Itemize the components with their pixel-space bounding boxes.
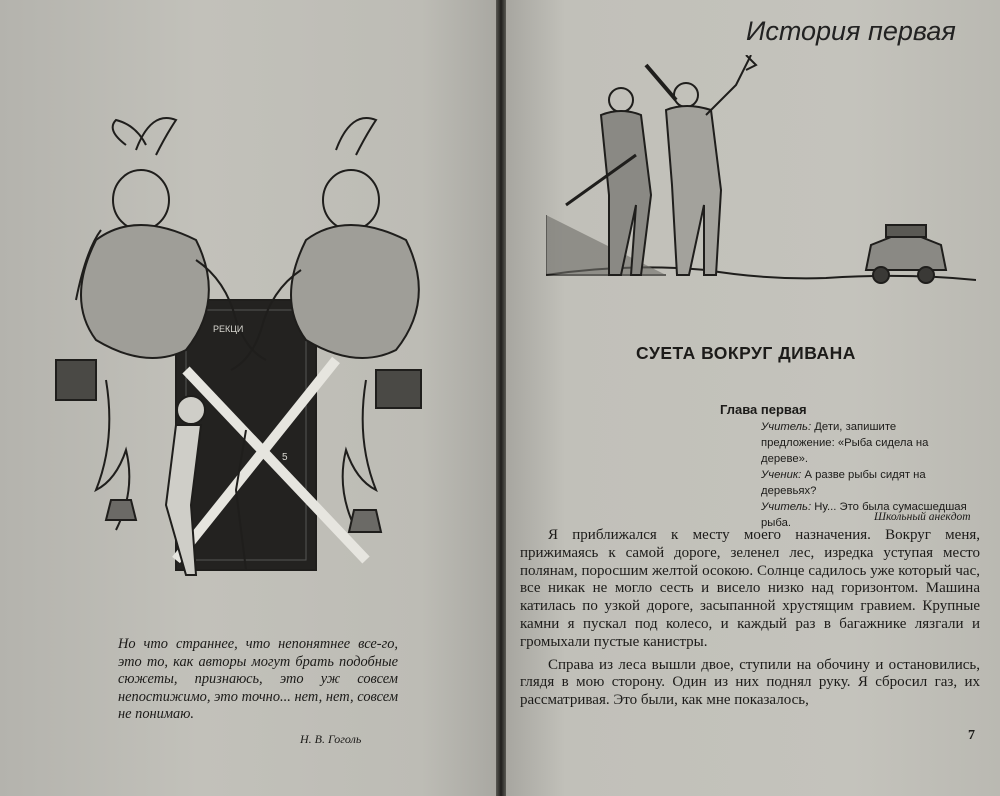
chapter-title: СУЕТА ВОКРУГ ДИВАНА [636, 343, 856, 363]
door-sign: РЕКЦИ [213, 324, 244, 334]
anecdote-text: Дети, запишите предложение: «Рыба сидела на дереве». [761, 421, 929, 465]
epigraph-text: Но что страннее, что непонятнее все-го, это то, как авторы могут брать подобные сюжеты, признаюсь, это уж совсем непостижимо, это точно... нет, нет, совсем не понимаю. [118, 636, 398, 723]
paragraph: Справа из леса вышли двое, ступили на обочину и остановились, глядя в мою сторону. Один из них поднял руку. Я сбросил газ, их рассматривая. Это были, как мне показалось, [520, 656, 980, 709]
epigraph-author: Н. В. Гоголь [300, 732, 362, 746]
left-page [0, 0, 496, 796]
anecdote-text: Ну... Это была сумасшедшая рыба. [761, 501, 967, 529]
right-page [506, 0, 1000, 796]
genies-illustration [36, 110, 446, 590]
page-number: 7 [968, 728, 975, 743]
anecdote-source: Школьный анекдот [874, 511, 971, 523]
epigraph [118, 636, 398, 724]
book-gutter [496, 0, 506, 796]
running-head: История первая [746, 16, 956, 46]
anecdote-speaker: Учитель: [761, 501, 812, 513]
bottle-label: 5 [282, 452, 288, 463]
paragraph: Я приближался к месту моего назначения. Вокруг меня, прижимаясь к самой дороге, зеленел лес, изредка уступая место полянам, поросшим желтой осокою. Солнце садилось уже который час, все никак не могло сесть и висело низко над горизонтом. Машина катилась по узкой дороге, засыпанной хрустящим гравием. Крупные камни я пускал под колесо, и каждый раз в багажнике лязгали и громыхали пустые канистры. [520, 527, 980, 650]
anecdote-speaker: Ученик: [761, 469, 802, 481]
anecdote-speaker: Учитель: [761, 421, 812, 433]
chapter-heading: Глава первая [720, 402, 807, 417]
travelers-illustration [546, 55, 976, 310]
anecdote-text: А разве рыбы сидят на деревьях? [761, 469, 926, 497]
anecdote-line [761, 467, 967, 499]
anecdote-line [761, 419, 967, 467]
body-text [520, 527, 980, 715]
